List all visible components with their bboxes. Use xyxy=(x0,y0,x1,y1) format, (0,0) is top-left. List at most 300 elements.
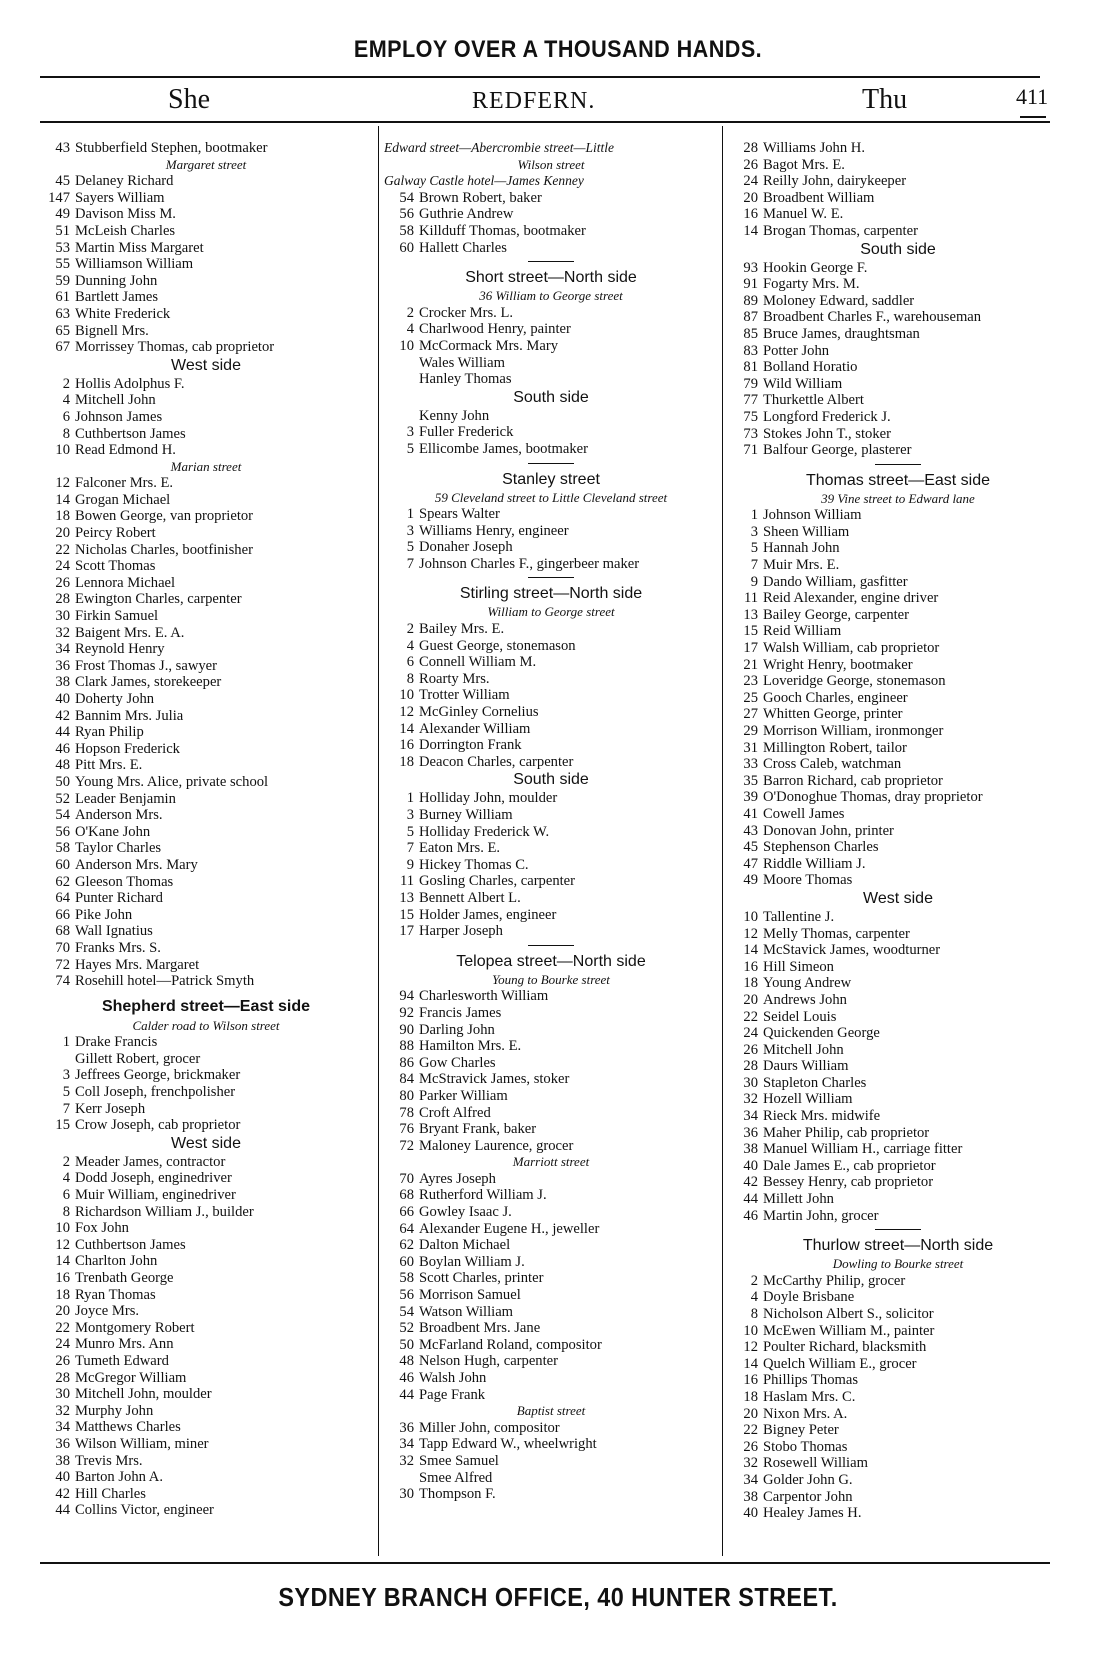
house-number: 87 xyxy=(743,309,758,326)
directory-entry xyxy=(40,691,372,708)
house-number: 5 xyxy=(406,440,414,457)
directory-entry xyxy=(384,790,718,807)
resident-name: Johnson William xyxy=(763,507,862,524)
resident-name: Martin Miss Margaret xyxy=(75,239,204,256)
resident-name: Falconer Mrs. E. xyxy=(75,475,174,492)
directory-entry xyxy=(40,140,372,157)
house-number: 42 xyxy=(743,1174,758,1191)
directory-entry xyxy=(40,392,372,409)
directory-entry xyxy=(728,524,1068,541)
house-number: 44 xyxy=(55,724,70,741)
directory-entry xyxy=(728,206,1068,223)
street-heading: Shepherd street—East side xyxy=(101,997,311,1015)
resident-name: Gooch Charles, engineer xyxy=(763,689,908,706)
directory-entry xyxy=(728,1356,1068,1373)
directory-entry xyxy=(40,306,372,323)
directory-entry xyxy=(728,926,1068,943)
resident-name: Loveridge George, stonemason xyxy=(763,673,946,690)
directory-entry xyxy=(728,1489,1068,1506)
house-number: 60 xyxy=(399,1253,414,1270)
house-number: 83 xyxy=(743,342,758,359)
resident-name: Cowell James xyxy=(763,805,845,822)
directory-entry xyxy=(40,591,372,608)
house-number: 32 xyxy=(399,1452,414,1469)
resident-name: Quickenden George xyxy=(763,1025,880,1042)
house-number: 1 xyxy=(406,790,414,807)
running-head-right: Thu xyxy=(862,84,908,115)
resident-name: Stobo Thomas xyxy=(763,1438,848,1455)
house-number: 4 xyxy=(406,637,414,654)
street-range-note: William to George street xyxy=(487,604,615,620)
house-number: 24 xyxy=(55,1336,70,1353)
house-number: 31 xyxy=(743,739,758,756)
street-range-note: Baptist street xyxy=(516,1403,586,1419)
resident-name: Croft Alfred xyxy=(419,1104,491,1121)
house-number: 59 xyxy=(55,272,70,289)
directory-entry xyxy=(384,671,718,688)
resident-name: Wright Henry, bootmaker xyxy=(763,656,913,673)
directory-entry xyxy=(728,1439,1068,1456)
house-number: 80 xyxy=(399,1087,414,1104)
resident-name: Darling John xyxy=(419,1021,495,1038)
resident-name: Doherty John xyxy=(75,691,155,707)
directory-entry xyxy=(728,839,1068,856)
resident-name: Tapp Edward W., wheelwright xyxy=(419,1436,597,1453)
header-rule-under-page-number xyxy=(1020,116,1046,118)
directory-entry xyxy=(40,1320,372,1337)
resident-name: Hookin George F. xyxy=(763,259,868,276)
directory-entry xyxy=(384,1105,718,1122)
resident-name: Crow Joseph, cab proprietor xyxy=(75,1117,241,1134)
house-number: 46 xyxy=(55,740,70,757)
directory-entry xyxy=(40,1117,372,1134)
house-number: 49 xyxy=(743,872,758,889)
house-number: 9 xyxy=(750,573,758,590)
house-number: 4 xyxy=(62,392,70,409)
directory-entry xyxy=(40,1067,372,1084)
house-number: 26 xyxy=(743,1438,758,1455)
house-number: 89 xyxy=(743,292,758,309)
directory-entry xyxy=(384,1254,718,1271)
house-number: 34 xyxy=(55,1419,70,1436)
directory-entry xyxy=(728,1058,1068,1075)
resident-name: Holliday Frederick W. xyxy=(419,823,550,840)
house-number: 20 xyxy=(55,1303,70,1320)
house-number: 26 xyxy=(743,1041,758,1058)
resident-name: Golder John G. xyxy=(763,1471,853,1488)
section-heading: Thomas street—East side xyxy=(805,471,991,489)
directory-entry xyxy=(40,807,372,824)
resident-name: Dodd Joseph, enginedriver xyxy=(75,1170,232,1187)
directory-entry xyxy=(40,1084,372,1101)
resident-name: Moloney Edward, saddler xyxy=(763,292,915,309)
house-number: 92 xyxy=(399,1004,414,1021)
directory-entry xyxy=(384,1204,718,1221)
directory-entry xyxy=(384,1337,718,1354)
resident-name: Cuthbertson James xyxy=(75,1236,186,1253)
house-number: 42 xyxy=(55,1485,70,1502)
directory-entry xyxy=(728,540,1068,557)
directory-entry xyxy=(40,1101,372,1118)
directory-entry xyxy=(728,1273,1068,1290)
house-number: 20 xyxy=(55,525,70,542)
house-number: 4 xyxy=(62,1170,70,1187)
directory-entry xyxy=(384,754,718,771)
house-number: 28 xyxy=(743,140,758,156)
directory-entry xyxy=(728,723,1068,740)
house-number: 2 xyxy=(406,621,414,638)
house-number: 15 xyxy=(399,906,414,923)
directory-entry xyxy=(384,907,718,924)
house-number: 9 xyxy=(406,856,414,873)
house-number: 30 xyxy=(399,1486,414,1503)
resident-name: Gleeson Thomas xyxy=(75,873,174,890)
resident-name: Bowen George, van proprietor xyxy=(75,508,254,525)
resident-name: McGinley Cornelius xyxy=(419,704,539,721)
house-number: 2 xyxy=(406,304,414,321)
directory-entry xyxy=(384,1005,718,1022)
directory-entry xyxy=(40,1469,372,1486)
street-range-note: Dowling to Bourke street xyxy=(832,1256,964,1272)
house-number: 68 xyxy=(399,1187,414,1204)
directory-entry xyxy=(40,426,372,443)
house-number: 54 xyxy=(399,189,414,206)
house-number: 147 xyxy=(48,189,70,206)
directory-entry xyxy=(728,1125,1068,1142)
resident-name: Eaton Mrs. E. xyxy=(419,840,501,857)
resident-name: Reid William xyxy=(763,623,842,640)
resident-name: Bryant Frank, baker xyxy=(419,1121,537,1138)
house-number: 28 xyxy=(55,591,70,608)
directory-entry xyxy=(728,1091,1068,1108)
resident-name: Trenbath George xyxy=(75,1270,174,1286)
house-number: 40 xyxy=(55,1469,70,1486)
house-number: 22 xyxy=(743,1422,758,1439)
resident-name: Dalton Michael xyxy=(419,1237,511,1254)
house-number: 76 xyxy=(399,1121,414,1138)
resident-name: Firkin Samuel xyxy=(75,608,159,625)
house-number: 16 xyxy=(399,737,414,754)
house-number: 14 xyxy=(399,720,414,737)
house-number: 66 xyxy=(55,906,70,923)
directory-entry xyxy=(384,1270,718,1287)
resident-name: Lennora Michael xyxy=(75,574,176,591)
resident-name: Hayes Mrs. Margaret xyxy=(75,956,200,973)
resident-name: Bartlett James xyxy=(75,289,159,306)
directory-entry xyxy=(384,539,718,556)
directory-entry xyxy=(728,260,1068,277)
resident-name: Reilly John, dairykeeper xyxy=(763,173,907,190)
house-number: 38 xyxy=(743,1141,758,1158)
directory-entry xyxy=(40,973,372,990)
resident-name: Bignell Mrs. xyxy=(75,322,149,339)
resident-name: Frost Thomas J., sawyer xyxy=(75,657,218,674)
house-number: 90 xyxy=(399,1021,414,1038)
directory-entry xyxy=(728,392,1068,409)
directory-entry xyxy=(728,872,1068,889)
resident-name: Donaher Joseph xyxy=(419,539,513,556)
directory-entry xyxy=(40,508,372,525)
resident-name: Smee Samuel xyxy=(419,1452,499,1469)
house-number: 7 xyxy=(406,555,414,572)
directory-entry xyxy=(40,1353,372,1370)
resident-name: Muir Mrs. E. xyxy=(763,557,840,574)
resident-name: Reynold Henry xyxy=(75,641,165,658)
house-number: 22 xyxy=(743,1008,758,1025)
resident-name: Dorrington Frank xyxy=(419,737,522,754)
directory-entry xyxy=(384,654,718,671)
house-number: 62 xyxy=(55,873,70,890)
house-number: 14 xyxy=(743,942,758,959)
house-number: 1 xyxy=(750,507,758,524)
directory-entry xyxy=(728,690,1068,707)
street-range-note: Wilson street xyxy=(517,156,585,172)
house-number: 94 xyxy=(399,988,414,1005)
house-number: 36 xyxy=(55,1435,70,1452)
directory-entry xyxy=(40,791,372,808)
resident-name: Baigent Mrs. E. A. xyxy=(75,624,185,641)
resident-name: Hopson Frederick xyxy=(75,740,180,757)
resident-name: Read Edmond H. xyxy=(75,442,176,459)
directory-entry xyxy=(384,873,718,890)
house-number: 72 xyxy=(55,956,70,973)
section-divider xyxy=(384,572,718,584)
house-number: 13 xyxy=(399,889,414,906)
directory-entry xyxy=(384,321,718,338)
resident-name: Punter Richard xyxy=(75,890,163,907)
directory-entry xyxy=(728,1289,1068,1306)
directory-entry xyxy=(728,409,1068,426)
house-number: 1 xyxy=(406,506,414,523)
house-number: 29 xyxy=(743,723,758,739)
resident-name: Williams John H. xyxy=(763,140,865,156)
directory-entry xyxy=(40,1453,372,1470)
house-number: 6 xyxy=(406,654,414,671)
house-number: 5 xyxy=(406,539,414,556)
directory-entry xyxy=(40,339,372,356)
resident-name: Young Mrs. Alice, private school xyxy=(75,773,269,790)
resident-name: McEwen William M., painter xyxy=(763,1322,935,1339)
directory-entry xyxy=(384,638,718,655)
directory-entry xyxy=(728,223,1068,240)
directory-entry xyxy=(728,1174,1068,1191)
house-number: 18 xyxy=(743,975,758,992)
directory-entry xyxy=(384,441,718,458)
directory-entry xyxy=(728,1406,1068,1423)
resident-name: Leader Benjamin xyxy=(75,790,176,807)
house-number: 8 xyxy=(62,425,70,442)
street-range-note: Margaret street xyxy=(165,156,247,172)
house-number: 13 xyxy=(743,606,758,623)
house-number: 5 xyxy=(406,823,414,840)
directory-entry xyxy=(728,157,1068,174)
house-number: 32 xyxy=(743,1455,758,1472)
resident-name: Hozell William xyxy=(763,1091,853,1108)
resident-name: Millington Robert, tailor xyxy=(763,739,907,756)
running-head-center: REDFERN. xyxy=(472,88,596,114)
house-number: 26 xyxy=(55,1352,70,1369)
section-heading: West side xyxy=(863,889,933,907)
house-number: 15 xyxy=(55,1117,70,1134)
directory-entry xyxy=(728,1075,1068,1092)
house-number: 8 xyxy=(406,670,414,687)
directory-entry xyxy=(728,1472,1068,1489)
directory-entry xyxy=(728,1323,1068,1340)
directory-entry xyxy=(384,1138,718,1155)
house-number: 32 xyxy=(55,624,70,641)
directory-entry xyxy=(40,273,372,290)
directory-entry xyxy=(728,574,1068,591)
directory-entry xyxy=(40,708,372,725)
directory-entry xyxy=(40,1370,372,1387)
directory-entry xyxy=(384,338,718,355)
resident-name: Stokes John T., stoker xyxy=(763,425,891,442)
directory-entry: Kenny John xyxy=(419,407,490,424)
house-number: 7 xyxy=(406,840,414,857)
house-number: 11 xyxy=(743,590,758,607)
house-number: 36 xyxy=(55,657,70,674)
house-number: 3 xyxy=(406,424,414,441)
house-number: 52 xyxy=(399,1320,414,1337)
resident-name: Davison Miss M. xyxy=(75,206,176,223)
resident-name: Fuller Frederick xyxy=(419,424,514,441)
directory-entry xyxy=(728,1455,1068,1472)
resident-name: Millett John xyxy=(763,1191,834,1208)
resident-name: Deacon Charles, carpenter xyxy=(419,753,574,770)
directory-entry xyxy=(40,674,372,691)
directory-entry xyxy=(728,309,1068,326)
directory-entry xyxy=(384,923,718,940)
directory-entry xyxy=(40,323,372,340)
house-number: 56 xyxy=(399,206,414,223)
house-number: 45 xyxy=(55,173,70,190)
directory-entry xyxy=(384,1171,718,1188)
house-number: 12 xyxy=(55,475,70,492)
resident-name: Matthews Charles xyxy=(75,1419,181,1436)
resident-name: Walsh John xyxy=(419,1370,487,1386)
resident-name: Daurs William xyxy=(763,1058,849,1075)
house-number: 70 xyxy=(399,1170,414,1187)
house-number: 22 xyxy=(55,541,70,558)
house-number: 2 xyxy=(62,1153,70,1170)
column-rule-2 xyxy=(722,126,723,1556)
resident-name: Donovan John, printer xyxy=(763,822,894,839)
section-heading: South side xyxy=(513,771,589,789)
directory-entry xyxy=(728,806,1068,823)
directory-entry xyxy=(728,1339,1068,1356)
directory-entry xyxy=(40,1486,372,1503)
resident-name: Broadbent William xyxy=(763,189,875,206)
resident-name: Drake Francis xyxy=(75,1034,158,1051)
directory-entry xyxy=(40,824,372,841)
directory-entry xyxy=(384,1304,718,1321)
resident-name: Sayers William xyxy=(75,189,165,206)
house-number: 14 xyxy=(743,222,758,239)
house-number: 10 xyxy=(399,687,414,704)
directory-entry xyxy=(728,442,1068,459)
house-number: 7 xyxy=(750,557,758,574)
resident-name: Ayres Joseph xyxy=(419,1170,496,1187)
directory-entry xyxy=(40,857,372,874)
resident-name: Scott Charles, printer xyxy=(419,1270,544,1287)
resident-name: Richardson William J., builder xyxy=(75,1203,254,1220)
house-number: 12 xyxy=(743,925,758,942)
resident-name: Mitchell John xyxy=(75,392,156,409)
directory-entry xyxy=(728,607,1068,624)
resident-name: Muir William, enginedriver xyxy=(75,1187,236,1204)
directory-entry xyxy=(40,206,372,223)
resident-name: Healey James H. xyxy=(763,1505,862,1522)
resident-name: Broadbent Charles F., warehouseman xyxy=(763,309,982,326)
resident-name: Brogan Thomas, carpenter xyxy=(763,222,918,239)
resident-name: Charlton John xyxy=(75,1253,158,1270)
directory-entry xyxy=(384,807,718,824)
house-number: 54 xyxy=(55,807,70,824)
resident-name: Ryan Thomas xyxy=(75,1286,156,1303)
house-number: 62 xyxy=(399,1237,414,1254)
house-number: 48 xyxy=(399,1353,414,1370)
resident-name: Morrissey Thomas, cab proprietor xyxy=(75,339,275,356)
resident-name: Mitchell John, moulder xyxy=(75,1386,212,1403)
directory-entry xyxy=(384,1320,718,1337)
house-number: 5 xyxy=(750,540,758,557)
resident-name: Johnson James xyxy=(75,408,163,425)
resident-name: Martin John, grocer xyxy=(763,1207,879,1224)
house-number: 40 xyxy=(55,691,70,707)
house-number: 15 xyxy=(743,623,758,640)
house-number: 16 xyxy=(743,206,758,223)
resident-name: Moore Thomas xyxy=(763,872,853,889)
resident-name: Killduff Thomas, bootmaker xyxy=(419,222,586,239)
directory-entry xyxy=(384,1022,718,1039)
resident-name: Ryan Philip xyxy=(75,724,144,741)
house-number: 58 xyxy=(55,840,70,857)
directory-entry xyxy=(728,326,1068,343)
resident-name: Hamilton Mrs. E. xyxy=(419,1038,522,1055)
house-number: 16 xyxy=(743,958,758,975)
house-number: 2 xyxy=(62,375,70,392)
directory-entry xyxy=(384,857,718,874)
directory-entry xyxy=(728,1208,1068,1225)
resident-name: Potter John xyxy=(763,342,830,359)
street-range-note: Calder road to Wilson street xyxy=(132,1017,280,1033)
resident-name: Thompson F. xyxy=(419,1486,496,1503)
directory-entry xyxy=(728,640,1068,657)
resident-name: Kerr Joseph xyxy=(75,1100,146,1117)
bottom-banner: SYDNEY BRANCH OFFICE, 40 HUNTER STREET. xyxy=(278,1582,838,1612)
house-number: 11 xyxy=(399,873,414,890)
directory-entry xyxy=(728,856,1068,873)
resident-name: Dando William, gasfitter xyxy=(763,573,908,590)
resident-name: Morrison Samuel xyxy=(419,1287,521,1304)
house-number: 63 xyxy=(55,305,70,322)
resident-name: Connell William M. xyxy=(419,654,537,671)
house-number: 8 xyxy=(62,1203,70,1220)
directory-entry xyxy=(40,1303,372,1320)
resident-name: Mitchell John xyxy=(763,1041,844,1058)
street-note: Edward street—Abercrombie street—Little xyxy=(384,140,614,155)
house-number: 53 xyxy=(55,239,70,256)
resident-name: Stubberfield Stephen, bootmaker xyxy=(75,140,268,156)
house-number: 10 xyxy=(399,337,414,354)
house-number: 2 xyxy=(750,1272,758,1289)
house-number: 22 xyxy=(55,1319,70,1336)
resident-name: Ellicombe James, bootmaker xyxy=(419,440,588,457)
directory-entry xyxy=(728,992,1068,1009)
directory-entry xyxy=(728,1389,1068,1406)
directory-entry xyxy=(40,442,372,459)
resident-name: Riddle William J. xyxy=(763,855,866,872)
